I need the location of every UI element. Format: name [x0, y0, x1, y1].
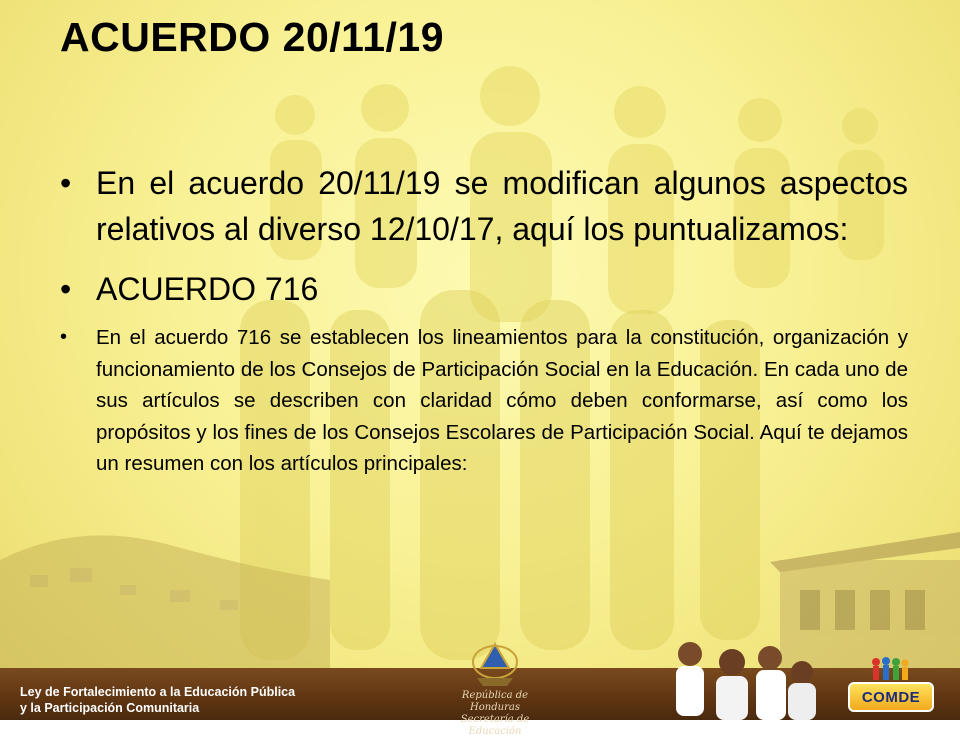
bullet-text: En el acuerdo 716 se establecen los lineamientos para la constitución, organización y funcionamiento de los Consejos de Participación Social en la Educación. En cada uno de sus artículos se describen con claridad cómo deben conformarse, así como los propósitos y los fines de los Consejos Escolares de Participación Social. Aquí te dejamos un resumen con los artículos principales: — [96, 326, 908, 475]
law-name-line2: y la Participación Comunitaria — [20, 701, 200, 715]
law-name-line1: Ley de Fortalecimiento a la Educación Pública — [20, 685, 296, 699]
seal-caption — [440, 690, 550, 738]
bullet-text: En el acuerdo 20/11/19 se modifican algunos aspectos relativos al diverso 12/10/17, aquí los puntualizamos: — [96, 165, 908, 247]
slide-title: ACUERDO 20/11/19 — [60, 14, 445, 60]
bullet-marker: • — [60, 271, 72, 307]
bullet-item — [60, 160, 908, 252]
bullet-list — [60, 160, 908, 480]
comde-logo: COMDE — [848, 682, 934, 712]
bullet-text: ACUERDO 716 — [96, 271, 319, 307]
children-photo — [660, 632, 820, 720]
bullet-item — [60, 322, 908, 480]
seal-caption-line2: Secretaría de Educación — [460, 714, 530, 737]
law-name — [20, 684, 295, 716]
bullet-item — [60, 266, 908, 312]
bullet-marker: • — [60, 326, 68, 348]
seal-caption-line1: República de Honduras — [461, 690, 529, 713]
bullet-marker: • — [60, 165, 72, 201]
coat-of-arms-icon — [455, 640, 535, 690]
people-figures-icon — [870, 656, 910, 682]
